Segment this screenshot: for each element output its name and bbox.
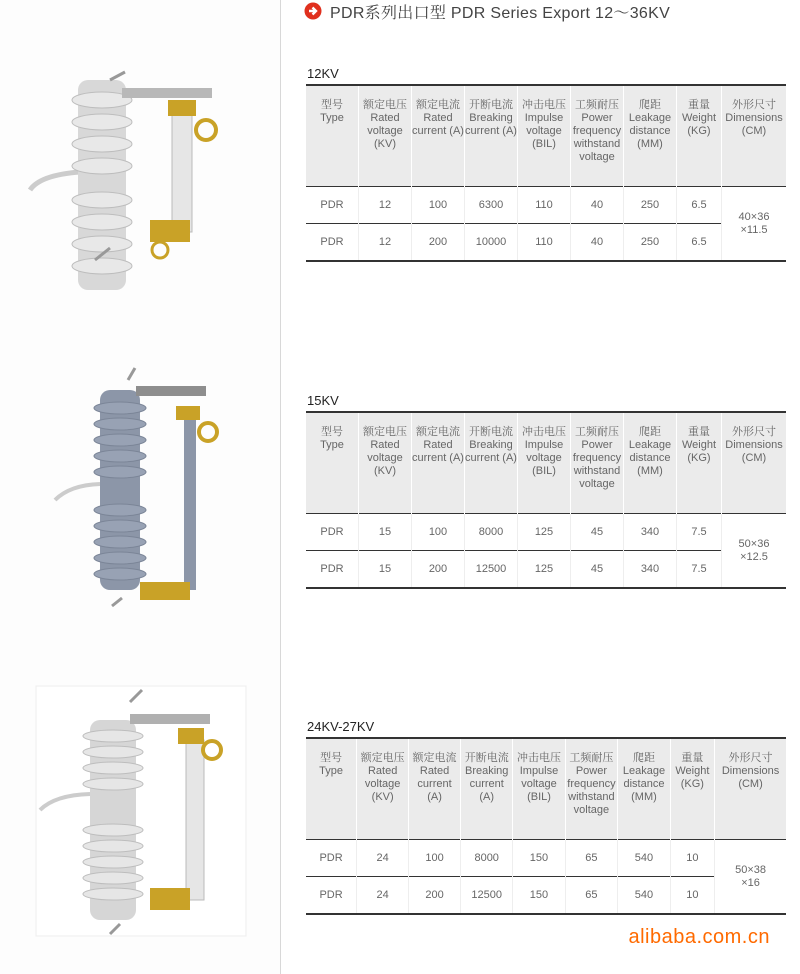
spec-table-15kv <box>306 411 786 589</box>
cell-breaking-current: 8000 <box>460 840 512 877</box>
cell-dimensions: 50×36 ×12.5 <box>722 514 787 589</box>
cell-breaking-current: 8000 <box>465 514 518 551</box>
cell-rated-current: 200 <box>409 877 461 915</box>
cell-leakage-distance: 540 <box>618 877 670 915</box>
table-header-row <box>306 85 786 187</box>
cell-type: PDR <box>306 187 359 224</box>
cell-weight: 10 <box>670 840 714 877</box>
spec-table-12kv <box>306 84 786 262</box>
cell-rated-voltage: 15 <box>359 514 412 551</box>
col-power-frequency: 工频耐压 Power frequency withstand voltage <box>571 85 624 187</box>
col-rated-voltage: 额定电压 Rated voltage (KV) <box>357 738 409 840</box>
col-power-frequency: 工频耐压 Power frequency withstand voltage <box>565 738 618 840</box>
arrow-right-icon <box>304 2 322 20</box>
cell-impulse-voltage: 110 <box>518 187 571 224</box>
cell-breaking-current: 12500 <box>460 877 512 915</box>
cell-breaking-current: 10000 <box>465 224 518 262</box>
page-header <box>304 0 670 22</box>
col-rated-current: 额定电流 Rated current (A) <box>412 85 465 187</box>
col-rated-current: 额定电流 Rated current (A) <box>412 412 465 514</box>
col-rated-voltage: 额定电压 Rated voltage (KV) <box>359 412 412 514</box>
section-label-12kv: 12KV <box>307 66 339 81</box>
col-leakage-distance: 爬距 Leakage distance (MM) <box>624 412 677 514</box>
table-row <box>306 187 786 224</box>
col-weight: 重量 Weight (KG) <box>677 85 722 187</box>
cell-impulse-voltage: 150 <box>513 877 565 915</box>
cell-power-frequency: 40 <box>571 224 624 262</box>
cell-rated-current: 100 <box>409 840 461 877</box>
cell-rated-voltage: 24 <box>357 877 409 915</box>
col-breaking-current: 开断电流 Breaking current (A) <box>465 85 518 187</box>
cell-rated-voltage: 12 <box>359 224 412 262</box>
cell-dimensions: 50×38 ×16 <box>715 840 786 915</box>
cell-rated-current: 100 <box>412 187 465 224</box>
col-breaking-current: 开断电流 Breaking current (A) <box>465 412 518 514</box>
col-weight: 重量 Weight (KG) <box>670 738 714 840</box>
cell-impulse-voltage: 125 <box>518 514 571 551</box>
cell-rated-voltage: 12 <box>359 187 412 224</box>
cell-rated-current: 100 <box>412 514 465 551</box>
section-label-24kv-27kv: 24KV-27KV <box>307 719 375 734</box>
cell-rated-voltage: 15 <box>359 551 412 589</box>
col-dimensions: 外形尺寸 Dimensions (CM) <box>715 738 786 840</box>
col-leakage-distance: 爬距 Leakage distance (MM) <box>618 738 670 840</box>
table-row <box>306 551 786 589</box>
cell-impulse-voltage: 110 <box>518 224 571 262</box>
cell-type: PDR <box>306 514 359 551</box>
col-type: 型号 Type <box>306 738 357 840</box>
col-rated-voltage: 额定电压 Rated voltage (KV) <box>359 85 412 187</box>
cell-power-frequency: 45 <box>571 514 624 551</box>
col-power-frequency: 工频耐压 Power frequency withstand voltage <box>571 412 624 514</box>
page-title: PDR系列出口型 PDR Series Export 12～36KV <box>330 4 671 22</box>
cutout-fuse-image-12kv <box>0 60 280 300</box>
table-header-row <box>306 412 786 514</box>
product-image-panel <box>0 0 281 974</box>
cell-breaking-current: 12500 <box>465 551 518 589</box>
section-label-15kv: 15KV <box>307 393 339 408</box>
cell-weight: 10 <box>670 877 714 915</box>
cell-type: PDR <box>306 877 357 915</box>
col-impulse-voltage: 冲击电压 Impulse voltage (BIL) <box>518 412 571 514</box>
cell-power-frequency: 65 <box>565 840 618 877</box>
cell-weight: 6.5 <box>677 187 722 224</box>
cell-leakage-distance: 250 <box>624 187 677 224</box>
col-dimensions: 外形尺寸 Dimensions (CM) <box>722 412 787 514</box>
cell-power-frequency: 40 <box>571 187 624 224</box>
col-impulse-voltage: 冲击电压 Impulse voltage (BIL) <box>518 85 571 187</box>
col-breaking-current: 开断电流 Breaking current (A) <box>460 738 512 840</box>
watermark: alibaba.com.cn <box>628 926 770 948</box>
table-row <box>306 514 786 551</box>
cell-leakage-distance: 250 <box>624 224 677 262</box>
table-row <box>306 877 786 915</box>
spec-table-24kv-27kv <box>306 737 786 915</box>
col-type: 型号 Type <box>306 412 359 514</box>
cell-breaking-current: 6300 <box>465 187 518 224</box>
col-dimensions: 外形尺寸 Dimensions (CM) <box>722 85 787 187</box>
cutout-fuse-image-15kv <box>0 360 280 620</box>
cell-dimensions: 40×36 ×11.5 <box>722 187 787 262</box>
cell-type: PDR <box>306 551 359 589</box>
cell-impulse-voltage: 125 <box>518 551 571 589</box>
cell-power-frequency: 45 <box>571 551 624 589</box>
cell-rated-current: 200 <box>412 224 465 262</box>
col-rated-current: 额定电流 Rated current (A) <box>409 738 461 840</box>
cell-weight: 7.5 <box>677 514 722 551</box>
col-type: 型号 Type <box>306 85 359 187</box>
cell-leakage-distance: 340 <box>624 514 677 551</box>
cell-rated-current: 200 <box>412 551 465 589</box>
cell-impulse-voltage: 150 <box>513 840 565 877</box>
table-row <box>306 840 786 877</box>
col-impulse-voltage: 冲击电压 Impulse voltage (BIL) <box>513 738 565 840</box>
table-row <box>306 224 786 262</box>
table-header-row <box>306 738 786 840</box>
col-weight: 重量 Weight (KG) <box>677 412 722 514</box>
cell-type: PDR <box>306 224 359 262</box>
cell-type: PDR <box>306 840 357 877</box>
cell-weight: 7.5 <box>677 551 722 589</box>
col-leakage-distance: 爬距 Leakage distance (MM) <box>624 85 677 187</box>
cell-leakage-distance: 340 <box>624 551 677 589</box>
cell-rated-voltage: 24 <box>357 840 409 877</box>
cutout-fuse-image-24kv <box>0 680 280 950</box>
cell-weight: 6.5 <box>677 224 722 262</box>
cell-power-frequency: 65 <box>565 877 618 915</box>
cell-leakage-distance: 540 <box>618 840 670 877</box>
